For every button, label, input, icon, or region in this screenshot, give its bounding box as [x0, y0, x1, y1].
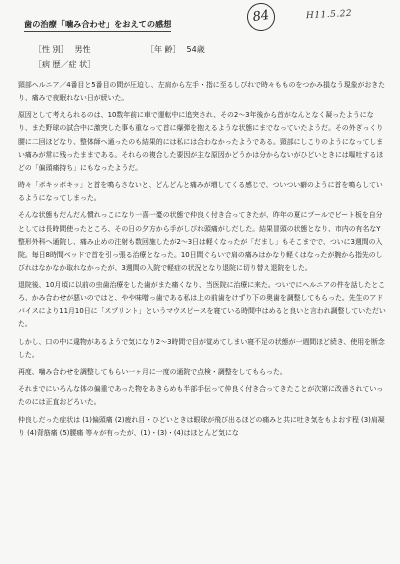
document-title: 歯の治療「噛み合わせ」をおえての感想	[24, 19, 171, 32]
paragraph: 再度、噛み合わせを調整してもらい一ヶ月に一度の通院で点検・調整をしてもらった。	[18, 368, 287, 376]
paragraph: 退院後、10月頃に以前の虫歯治療をした歯がまた痛くなり、当医院に治療に来た。ついでにヘルニアの件を話したところ、かみ合わせが悪いのではと、やや味噌っ歯である私は上の前歯をけずり下の奥歯を調整してもらった。先生のアドバイスにより11月10日に「スプリント」というマウスピースを寝ている時間中はめると良いと言われ調整していただいた。	[18, 281, 386, 329]
paragraph: しかし、口の中に違物があるようで気になり2〜3時間で目が覚めてしまい寝不足の状態が一週間ほど続き、使用を断念した。	[18, 337, 385, 359]
body-text	[18, 79, 386, 444]
gender-value: 男性	[74, 45, 91, 54]
paragraph: そんな状態もだんだん慣れっこになり一喜一憂の状態で仲良く付き合ってきたが、昨年の夏にプールでビート板を自分としては長時間使ったところ、その日の夕方から手がしびれ頭痛がしだした。結果冒頭の状態となり、市内の有名なY整形外科へ通院し、痛み止めの注射も数回施したが2〜3日は軽くなったが「だまし」もそこまでで、ついに3週間の入院。毎日8時間ベッドで首を引っ張る治療となった。10日間ぐらいで肩の痛みはかなり軽くはなったが腕から指先のしびれはなかなか取れなかったが、3週間の入院で軽症の状況となり退院に切り替え退院をした。	[18, 211, 383, 272]
history-label: ［病 歴／症 状］	[34, 60, 96, 69]
paragraph: 原因として考えられるのは、10数年前に車で運転中に追突され、その2〜3年後から首がなんとなく凝ったようになり、また野球の試合中に激突した事も重なって首に爆弾を抱えるような状態にまでなっていたようだ。その外ぎっくり腰に二回ほどなり、整体師へ通ったのも結果的には私には合わなかったようである。頸部にしこりのようになってしまい痛みが常に残ったままである。それらの複合した要因が主な原因かどうかは分からないがひどいときには嘔吐するほどの「偏頭痛持ち」にもなったようだ。	[18, 111, 384, 172]
gender-field	[34, 44, 91, 55]
paragraph: 時々「ボキッボキッ」と首を鳴らさないと、どんどんと痛みが増してくる感じで、ついつい癖のように首を鳴らしているようになってしまった。	[18, 181, 383, 203]
handwritten-date: H11.5.22	[305, 8, 353, 22]
age-value: 54歳	[186, 45, 205, 54]
age-field	[146, 44, 205, 55]
gender-label: ［性 別］	[34, 45, 69, 54]
page-number-circle: 84	[245, 1, 277, 33]
age-label: ［年 齢］	[146, 45, 181, 54]
paragraph: 頸部ヘルニア／4番目と5番目の間が圧迫し、左肩から左手・指に至るしびれで時々もものをつかみ損なう現象がおきたり、痛みで夜眠れない日が続いた。	[18, 81, 386, 103]
paragraph: それまでにいろんな体の偏重であった物をあきらめも半部手伝って仲良く付き合ってきたことが次第に改善されていったのには正直おどろいた。	[18, 385, 384, 407]
paragraph: 仲良しだった症状は (1)偏頭痛 (2)疲れ目・ひどいときは眼球が飛び出るほどの痛みと共に吐き気をもよおす程 (3)肩凝り (4)背筋痛 (5)腰痛 等々が有ったが、(1)・(3)・(4)はほとんど気にな	[18, 415, 385, 437]
